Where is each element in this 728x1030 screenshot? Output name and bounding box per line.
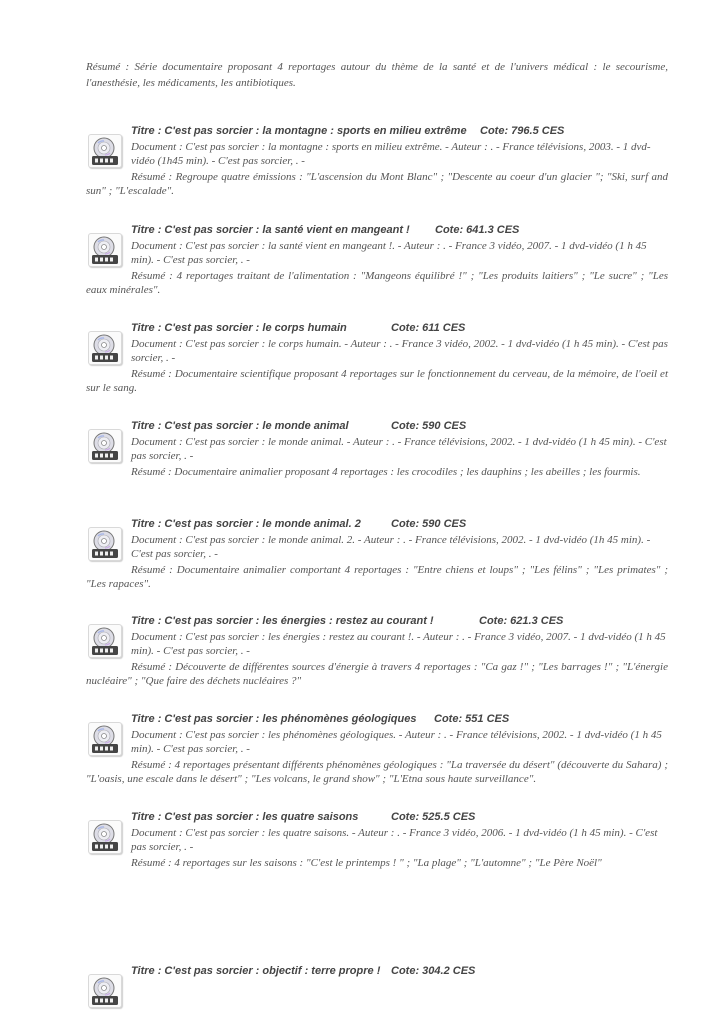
record-resume: Résumé : 4 reportages traitant de l'alimentation : "Mangeons équilibré !" ; "Les produits laitiers" ; "Le sucre" ; "Les eaux minérales". (86, 270, 668, 296)
dvd-video-icon (88, 233, 122, 267)
record-title: Titre : C'est pas sorcier : la santé vient en mangeant ! (131, 224, 410, 236)
record-resume: Résumé : Documentaire animalier proposant 4 reportages : les crocodiles ; les dauphins ; les abeilles ; les fourmis. (131, 466, 641, 478)
record-title: Titre : C'est pas sorcier : les phénomènes géologiques (131, 713, 417, 725)
record-resume: Résumé : 4 reportages sur les saisons : "C'est le printemps ! " ; "La plage" ; "L'automne" ; "Le Père Noël" (131, 857, 602, 869)
record-document: Document : C'est pas sorcier : le monde animal. - Auteur : . - France télévisions, 2002. - 1 dvd-vidéo (1 h 45 min). - C'est pas sorcier, . - (131, 436, 667, 462)
record-title: Titre : C'est pas sorcier : les énergies : restez au courant ! (131, 615, 434, 627)
record-resume: Résumé : Découverte de différentes sources d'énergie à travers 4 reportages : "Ca gaz !" ; "Les barrages !" ; "L'énergie nucléaire" ; "Que faire des déchets nucléaires ?" (86, 661, 668, 687)
record-resume: Résumé : Documentaire scientifique proposant 4 reportages sur le fonctionnement du cerveau, de la mémoire, de l'oeil et sur le sang. (86, 368, 668, 394)
record-document: Document : C'est pas sorcier : les quatre saisons. - Auteur : . - France 3 vidéo, 2006. - 1 dvd-vidéo (1 h 45 min). - C'est pas sorcier, . - (131, 827, 658, 853)
dvd-video-icon (88, 974, 122, 1008)
record-resume: Résumé : 4 reportages présentant différents phénomènes géologiques : "La traversée du désert" (découverte du Sahara) ; "L'oasis, une escale dans le désert" ; "Les volcans, le grand show" ; "L'Etna sous haute surveillance". (86, 759, 668, 785)
record-title: Titre : C'est pas sorcier : le monde animal. 2 (131, 518, 361, 530)
record-title: Titre : C'est pas sorcier : le monde animal (131, 420, 349, 432)
record-document: Document : C'est pas sorcier : les phénomènes géologiques. - Auteur : . - France télévisions, 2002. - 1 dvd-vidéo (1 h 45 min). - C'est pas sorcier, . - (131, 729, 662, 755)
record-cote: Cote: 551 CES (434, 713, 510, 725)
record-title: Titre : C'est pas sorcier : les quatre saisons (131, 811, 359, 823)
record-document: Document : C'est pas sorcier : la santé vient en mangeant !. - Auteur : . - France 3 vidéo, 2007. - 1 dvd-vidéo (1 h 45 min). - C'est pas sorcier, . - (131, 240, 647, 266)
record-title: Titre : C'est pas sorcier : la montagne : sports en milieu extrême (131, 125, 467, 137)
record-cote: Cote: 304.2 CES (391, 965, 476, 977)
intro-resume: Résumé : Série documentaire proposant 4 reportages autour du thème de la santé et de l'univers médical : le secourisme, l'anesthésie, les médicaments, les antibiotiques. (86, 61, 668, 89)
dvd-video-icon (88, 331, 122, 365)
record-resume: Résumé : Regroupe quatre émissions : "L'ascension du Mont Blanc" ; "Descente au coeur d'un glacier "; "Ski, surf and sun" ; "L'escalade". (86, 171, 668, 197)
record-document: Document : C'est pas sorcier : le monde animal. 2. - Auteur : . - France télévisions, 2002. - 1 dvd-vidéo (1h 45 min). - C'est pas sorcier, . - (131, 534, 651, 560)
record-cote: Cote: 590 CES (391, 420, 467, 432)
record-title: Titre : C'est pas sorcier : le corps humain (131, 322, 347, 334)
dvd-video-icon (88, 722, 122, 756)
record-document: Document : C'est pas sorcier : le corps humain. - Auteur : . - France 3 vidéo, 2002. - 1 dvd-vidéo (1 h 45 min). - C'est pas sorcier, . - (131, 338, 668, 364)
dvd-video-icon (88, 429, 122, 463)
record-cote: Cote: 590 CES (391, 518, 467, 530)
dvd-video-icon (88, 527, 122, 561)
record-cote: Cote: 621.3 CES (479, 615, 564, 627)
record-cote: Cote: 525.5 CES (391, 811, 476, 823)
record-title: Titre : C'est pas sorcier : objectif : terre propre ! (131, 965, 381, 977)
record-cote: Cote: 641.3 CES (435, 224, 520, 236)
dvd-video-icon (88, 134, 122, 168)
record-cote: Cote: 796.5 CES (480, 125, 565, 137)
record-document: Document : C'est pas sorcier : la montagne : sports en milieu extrême. - Auteur : . - France télévisions, 2003. - 1 dvd-vidéo (1h45 min). - C'est pas sorcier, . - (131, 141, 651, 167)
dvd-video-icon (88, 624, 122, 658)
record-document: Document : C'est pas sorcier : les énergies : restez au courant !. - Auteur : . - France 3 vidéo, 2007. - 1 dvd-vidéo (1 h 45 min). - C'est pas sorcier, . - (131, 631, 666, 657)
record-cote: Cote: 611 CES (391, 322, 466, 334)
record-resume: Résumé : Documentaire animalier comportant 4 reportages : "Entre chiens et loups" ; "Les félins" ; "Les primates" ; "Les rapaces". (86, 564, 668, 590)
dvd-video-icon (88, 820, 122, 854)
